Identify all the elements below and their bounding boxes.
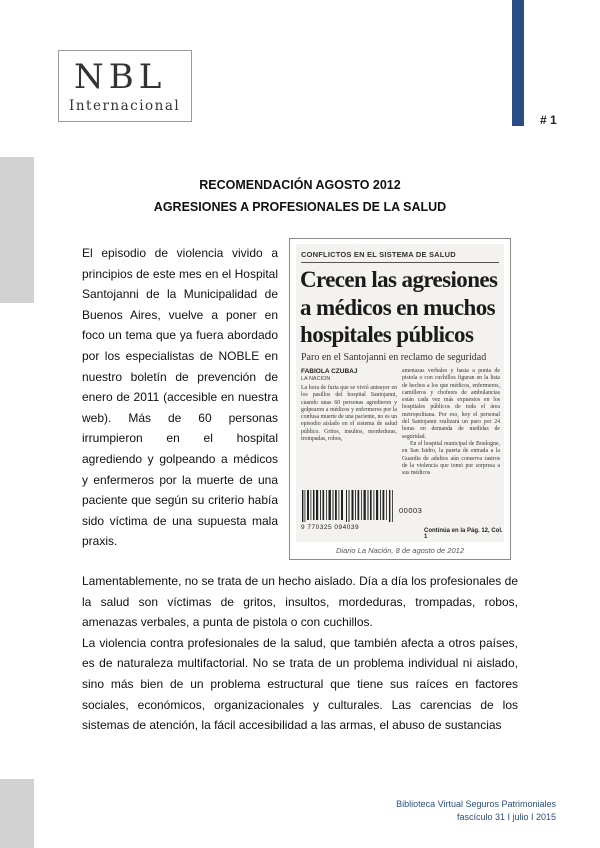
document-title-line2: AGRESIONES A PROFESIONALES DE LA SALUD <box>153 200 447 214</box>
clipping-code: 00003 <box>399 506 423 515</box>
top-accent-bar <box>512 0 524 126</box>
barcode-number: 9 770325 094039 <box>301 524 360 531</box>
newspaper-clipping <box>289 238 511 560</box>
document-title-line1: RECOMENDACIÓN AGOSTO 2012 <box>199 178 401 192</box>
logo-main-text: NBL <box>74 57 167 97</box>
clipping-column-2b: En el hospital municipal de Boulogne, en San Isidro, la puerta de entrada a la Guardia de adultos aún conserva rastros de la violencia que tomó por sorpresa a sus médicos <box>402 440 500 477</box>
clipping-rule <box>301 262 499 263</box>
footer-title: Biblioteca Virtual Seguros Patrimoniales <box>396 799 556 809</box>
barcode-icon <box>301 490 395 522</box>
side-grey-bar-bottom <box>0 779 34 848</box>
logo-sub-text: Internacional <box>69 98 181 114</box>
clipping-scan <box>296 244 504 542</box>
nbl-logo <box>58 50 192 122</box>
clipping-column-2 <box>402 368 500 477</box>
body-paragraph-2: La violencia contra profesionales de la salud, que también afecta a otros países, es de naturaleza multifactorial. No se trata de un problema individual ni aislado, sino más bien de un problema estructural que tiene sus raíces en factores sociales, económicos, organizacionales y culturales. Las carencias de los sistemas de atención, la fácil accesibilidad a las armas, el abuso de sustancias <box>82 635 518 733</box>
clipping-outlet: LA NACION <box>301 376 331 382</box>
clipping-kicker: CONFLICTOS EN EL SISTEMA DE SALUD <box>301 250 456 259</box>
clipping-column-2a: amenazas verbales y hasta a punta de pistola o con cuchillos figuran en la lista de hechos a los que médicos, enfermeros, camilleros y choferes de ambulancias están cada vez más expuestos en los hospitales públicos de toda el área metropolitana. Por eso, hoy el personal del Santojanni realizará un paro por 24 horas en demanda de medidas de seguridad. <box>402 368 500 440</box>
clipping-byline: FABIOLA CZUBAJ <box>301 368 358 375</box>
clipping-headline: Crecen las agresiones a médicos en muchos hospitales públicos <box>300 267 498 347</box>
clipping-caption: Diario La Nación, 8 de agosto de 2012 <box>335 546 464 555</box>
clipping-subhead: Paro en el Santojanni en reclamo de seguridad <box>301 352 487 363</box>
intro-paragraph: El episodio de violencia vivido a principios de este mes en el Hospital Santojanni de la Municipalidad de Buenos Aires, vuelve a poner en foco un tema que ya fuera abordado por los especialistas de NOBLE en nuestro boletín de prevención de enero de 2011 (accesible en nuestra web). Más de 60 personas irrumpieron en el hospital agrediendo y golpeando a médicos y enfermeros por la muerte de una paciente que según su criterio había sido víctima de una supuesta mala praxis. <box>82 246 278 549</box>
page-number: # 1 <box>540 113 557 127</box>
footer-issue: fascículo 31 I julio I 2015 <box>456 812 556 822</box>
clipping-continued: Continúa en la Pág. 12, Col. 1 <box>424 528 503 540</box>
body-paragraph-1: Lamentablemente, no se trata de un hecho aislado. Día a día los profesionales de la salud son víctimas de gritos, insultos, mordeduras, trompadas, robos, amenazas verbales, a punta de pistola o con cuchillos. <box>82 574 518 630</box>
body-text <box>82 571 518 736</box>
clipping-column-1: La hora de furia que se vivió anteayer en los pasillos del hospital Santojanni, cuando unas 60 personas agredieron y golpearon a médicos y enfermeros por la confusa muerte de una paciente, no es un episodio aislado en el sistema de salud público. Gritos, insultos, mordeduras, trompadas, robos, <box>301 385 397 443</box>
